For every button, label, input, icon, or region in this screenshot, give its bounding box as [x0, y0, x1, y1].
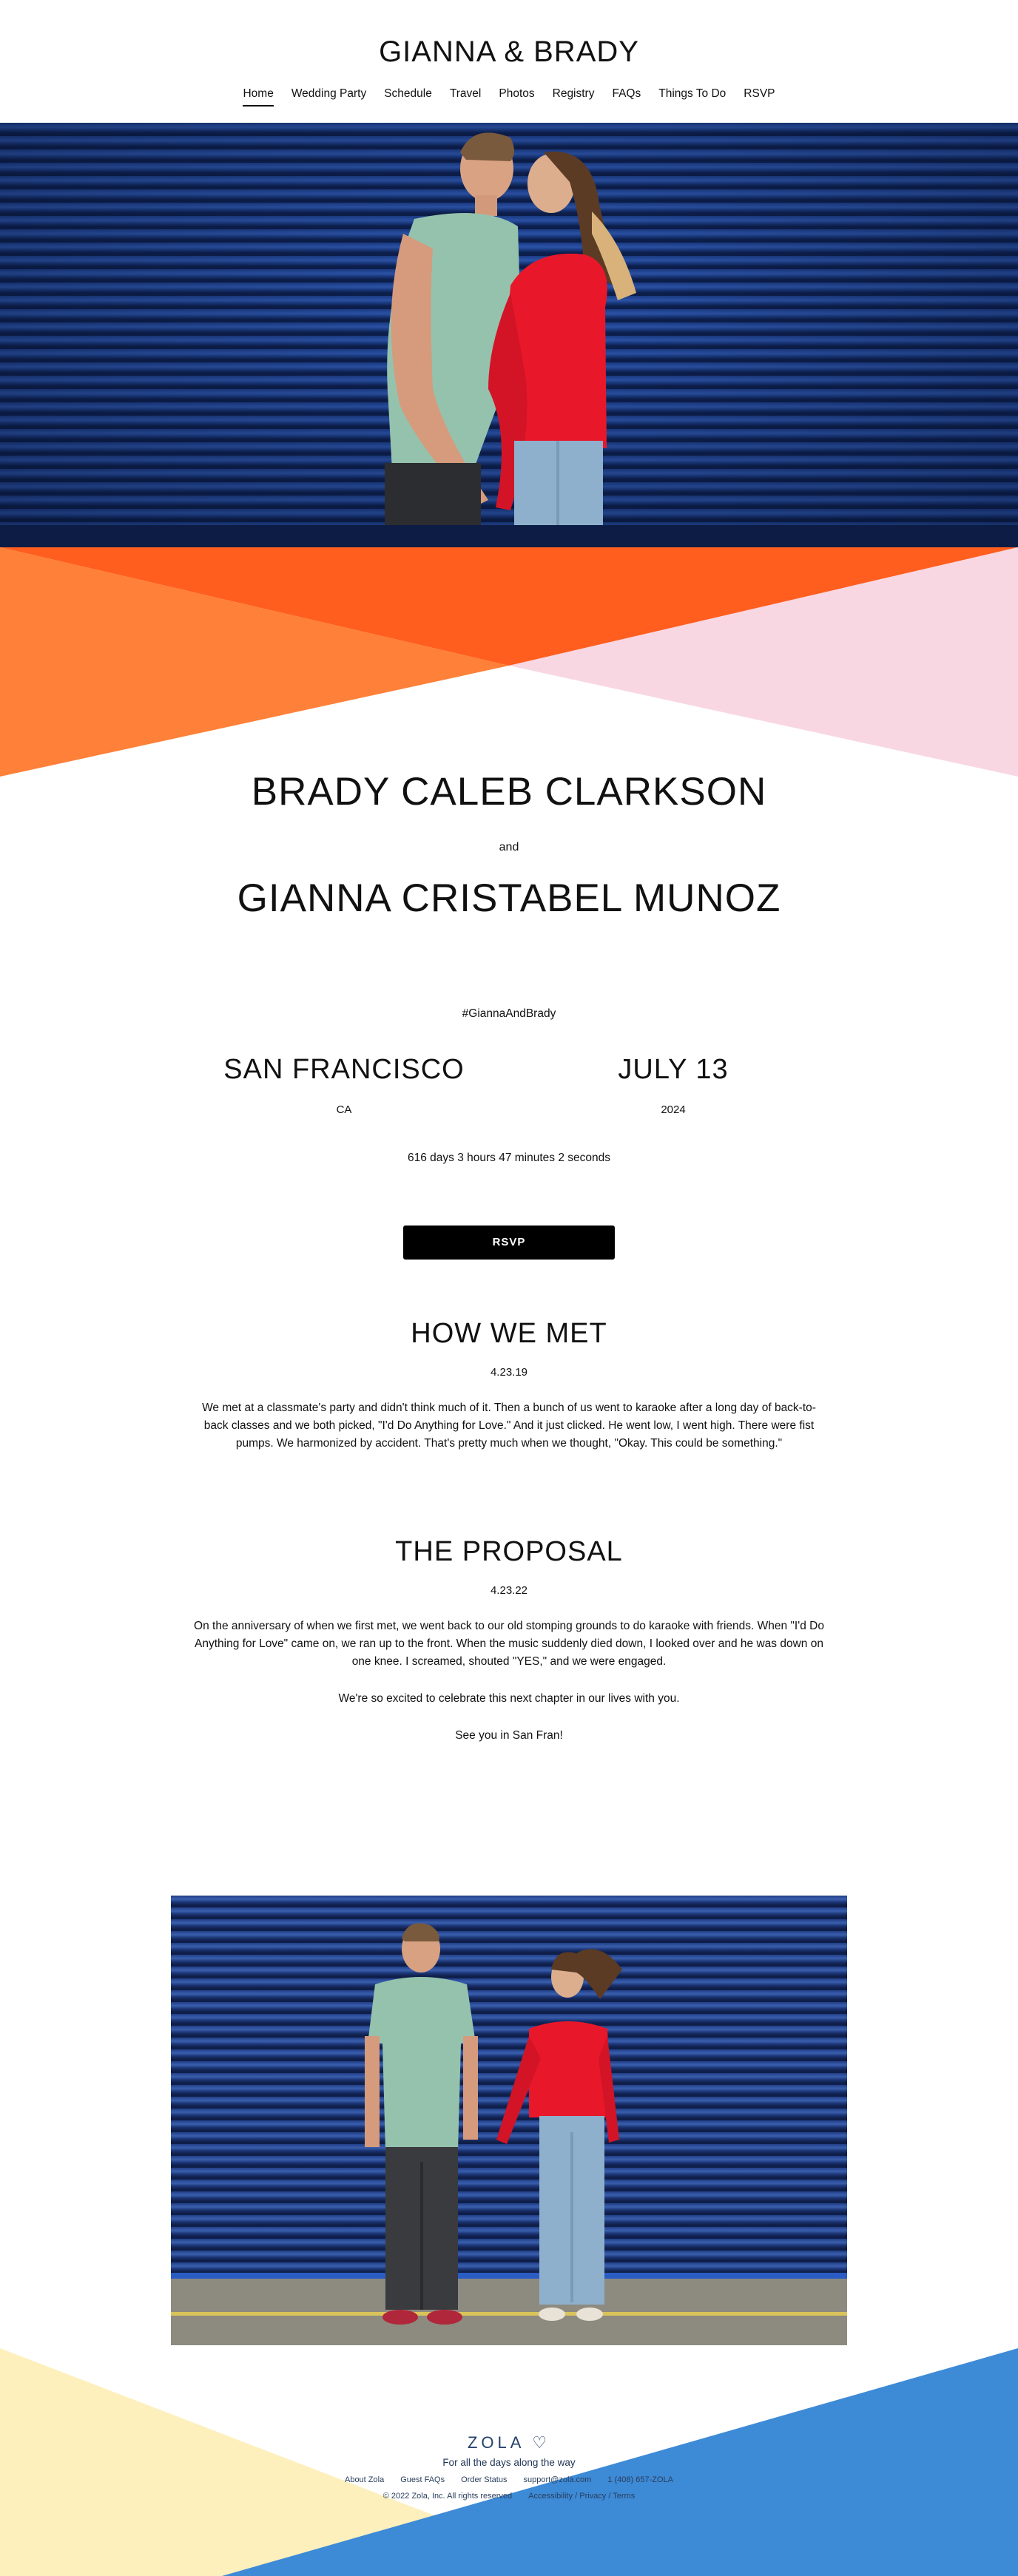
proposal-title: THE PROPOSAL: [395, 1536, 623, 1567]
couple-standing-illustration: [171, 1896, 847, 2345]
how-we-met-title: HOW WE MET: [411, 1318, 607, 1349]
partner-two-row: [0, 876, 1018, 921]
proposal-paragraph: We're so excited to celebrate this next chapter in our lives with you.: [338, 1692, 680, 1705]
footer: [0, 2433, 1018, 2501]
partner-one-name: BRADY CALEB CLARKSON: [251, 770, 767, 814]
footer-link-order-status[interactable]: Order Status: [461, 2475, 508, 2484]
legal-links[interactable]: Accessibility / Privacy / Terms: [528, 2492, 636, 2501]
nav-schedule[interactable]: Schedule: [384, 87, 432, 100]
nav-registry[interactable]: Registry: [552, 87, 595, 100]
hero-ground: [0, 525, 1018, 547]
and-row: [0, 841, 1018, 854]
footer-link-about[interactable]: About Zola: [344, 2475, 385, 2484]
site-title[interactable]: GIANNA & BRADY: [379, 36, 639, 68]
how-we-met-body: [191, 1399, 827, 1453]
couple-names: [0, 769, 1018, 814]
heart-icon: ♡: [532, 2433, 551, 2452]
main-nav: [0, 87, 1018, 107]
couple-kissing-illustration: [0, 123, 1018, 547]
partner-two-name: GIANNA CRISTABEL MUNOZ: [237, 876, 781, 920]
nav-travel[interactable]: Travel: [449, 87, 482, 100]
nav-photos[interactable]: Photos: [499, 87, 535, 100]
nav-things-to-do[interactable]: Things To Do: [658, 87, 727, 100]
zola-logo-text: ZOLA: [467, 2433, 525, 2452]
site-header: [0, 0, 1018, 123]
date-block: [488, 1054, 858, 1116]
countdown-timer: 616 days 3 hours 47 minutes 2 seconds: [407, 1152, 610, 1164]
couple-photo: [171, 1896, 847, 2345]
proposal-date: 4.23.22: [490, 1584, 528, 1597]
location-block: [159, 1054, 529, 1116]
footer-legal: [0, 2492, 1018, 2501]
rsvp-button[interactable]: RSVP: [403, 1226, 615, 1260]
nav-home[interactable]: Home: [243, 87, 273, 107]
and-conjunction: and: [499, 841, 519, 853]
proposal-paragraph: See you in San Fran!: [455, 1729, 563, 1742]
copyright: © 2022 Zola, Inc. All rights reserved: [382, 2492, 513, 2501]
zola-logo[interactable]: [0, 2433, 1018, 2452]
wedding-state: CA: [336, 1103, 352, 1116]
footer-tagline: For all the days along the way: [442, 2457, 576, 2468]
nav-wedding-party[interactable]: Wedding Party: [291, 87, 367, 100]
hero-photo: [0, 123, 1018, 547]
nav-faqs[interactable]: FAQs: [612, 87, 641, 100]
proposal-paragraph: On the anniversary of when we first met, we went back to our old stomping grounds to do karaoke with friends. When "I'd Do Anything for Love" came on, we ran up to the front. When the music suddenly died down, I looked over and he was down on one knee. I screamed, shouted "YES," and we were engaged.: [194, 1620, 824, 1668]
proposal-body: [191, 1617, 827, 1745]
how-we-met-text: We met at a classmate's party and didn't think much of it. Then a bunch of us went to karaoke after a long day of back-to-back classes and we both picked, "I'd Do Anything for Love." And it just clicked. He went low, I went high. There were fist pumps. We harmonized by accident. That's pretty much when we thought, "Okay. This could be something.": [202, 1402, 816, 1450]
decorative-triangles: [0, 547, 1018, 777]
wedding-hashtag: #GiannaAndBrady: [462, 1007, 556, 1020]
proposal-section: [0, 1536, 1018, 1764]
wedding-date: JULY 13: [618, 1054, 729, 1085]
footer-link-support-email[interactable]: support@zola.com: [523, 2475, 592, 2484]
footer-link-phone[interactable]: 1 (408) 657-ZOLA: [607, 2475, 673, 2484]
how-we-met-date: 4.23.19: [490, 1366, 528, 1379]
how-we-met-section: [0, 1318, 1018, 1472]
wedding-city: SAN FRANCISCO: [223, 1054, 465, 1085]
footer-links: [0, 2475, 1018, 2484]
wedding-year: 2024: [661, 1103, 686, 1116]
footer-link-guest-faqs[interactable]: Guest FAQs: [400, 2475, 445, 2484]
nav-rsvp[interactable]: RSVP: [744, 87, 775, 100]
